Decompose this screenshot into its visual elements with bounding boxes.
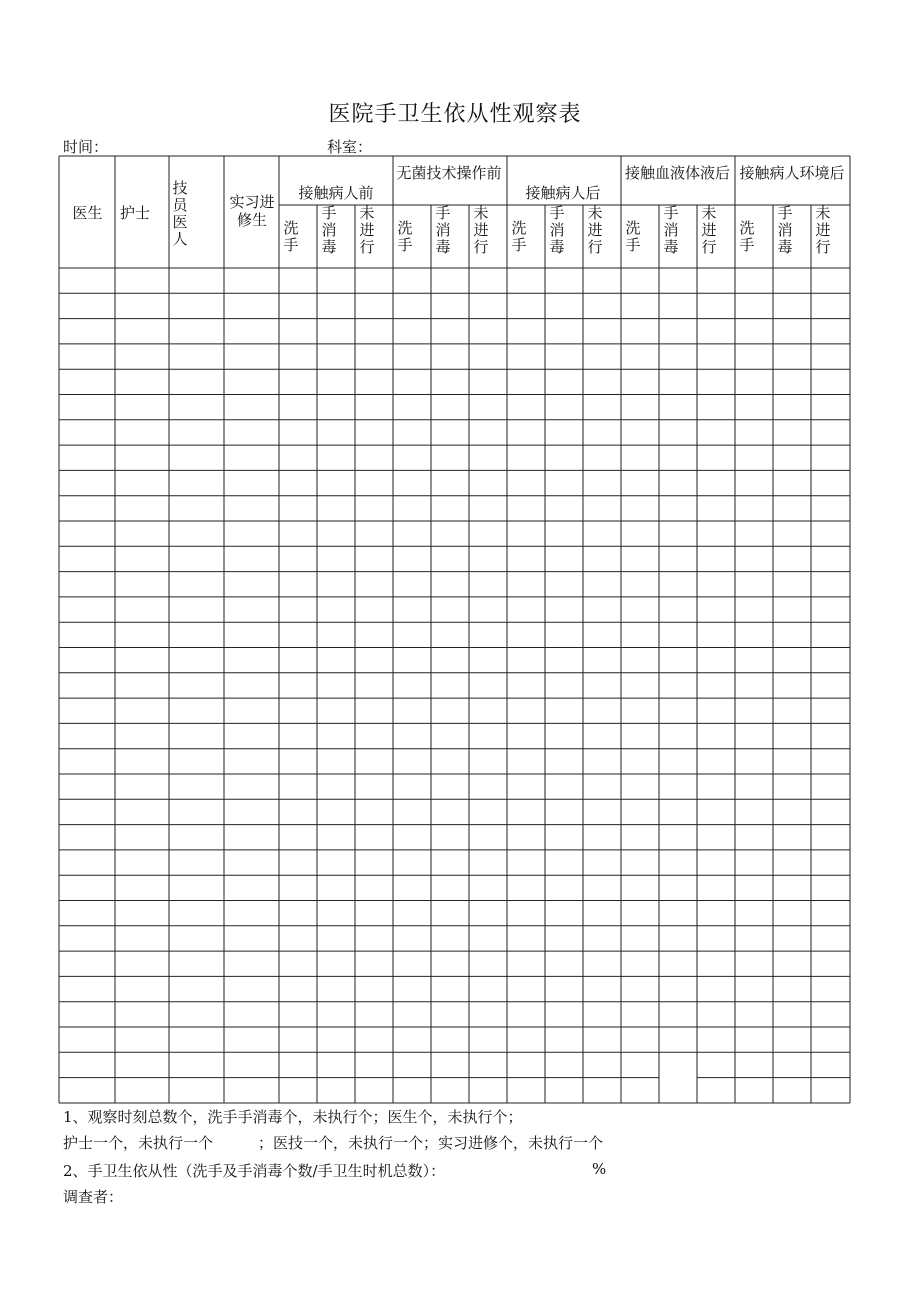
header-group-after-patient: 接触病人后 [525, 184, 601, 202]
subheader-g3-wash: 洗手 [511, 219, 527, 254]
subheader-g3-not-done: 未进行 [587, 204, 603, 256]
subheader-g1-wash: 洗手 [283, 219, 299, 254]
header-nurse: 护士 [119, 204, 150, 222]
subheader-g3-sanitize: 手消毒 [549, 204, 565, 256]
footer-investigator-label: 调查者： [63, 1188, 124, 1206]
header-group-after-environment: 接触病人环境后 [739, 164, 845, 182]
subheader-g2-wash: 洗手 [397, 219, 413, 254]
time-label: 时间： [63, 138, 109, 156]
page-title: 医院手卫生依从性观察表 [328, 102, 582, 127]
header-group-before-patient: 接触病人前 [298, 184, 374, 202]
subheader-g2-sanitize: 手消毒 [435, 204, 451, 256]
subheader-g4-wash: 洗手 [625, 219, 641, 254]
subheader-g1-sanitize: 手消毒 [321, 204, 337, 256]
footer-percent-sign: % [592, 1160, 607, 1178]
subheader-g4-sanitize: 手消毒 [663, 204, 679, 256]
header-doctor: 医生 [72, 204, 103, 222]
subheader-g4-not-done: 未进行 [701, 204, 717, 256]
subheader-g1-not-done: 未进行 [359, 204, 375, 256]
header-group-before-aseptic: 无菌技术操作前 [396, 164, 502, 182]
subheader-g2-not-done: 未进行 [473, 204, 489, 256]
subheader-g5-not-done: 未进行 [815, 204, 831, 256]
footer-compliance-line: 2、手卫生依从性（洗手及手消毒个数/手卫生时机总数）： [63, 1162, 446, 1180]
header-intern: 实习进修生 [229, 193, 275, 229]
subheader-g5-wash: 洗手 [739, 219, 755, 254]
header-group-after-body-fluid: 接触血液体液后 [624, 164, 730, 182]
header-technician: 技员医人 [172, 179, 188, 248]
footer-staff-line: 护士一个，未执行一个 ；医技一个，未执行一个；实习进修个，未执行一个 [63, 1134, 604, 1152]
footer-summary-line: 1、观察时刻总数个，洗手手消毒个，未执行个；医生个，未执行个； [63, 1108, 523, 1126]
department-label: 科室： [327, 138, 373, 156]
subheader-g5-sanitize: 手消毒 [777, 204, 793, 256]
